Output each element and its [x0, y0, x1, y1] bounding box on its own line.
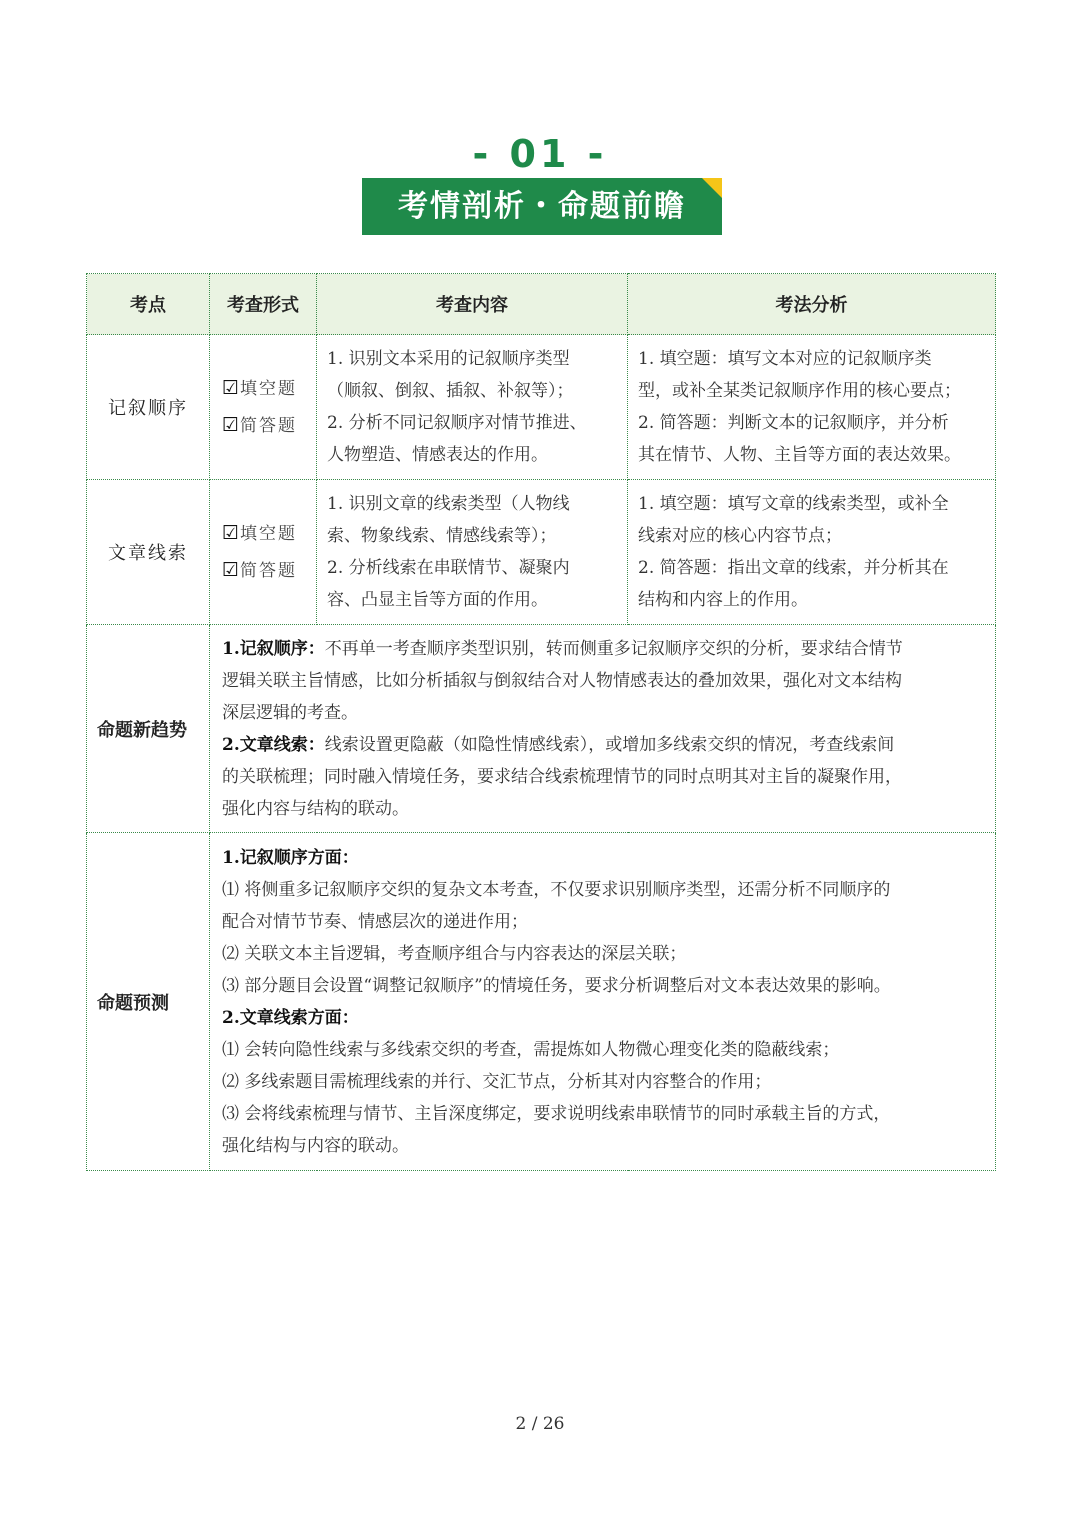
checkbox-checked-icon: ☑	[222, 522, 242, 544]
checkbox-checked-icon: ☑	[222, 414, 242, 436]
banner-corner-decoration	[702, 178, 722, 198]
row-analysis: 1. 填空题：填写文章的线索类型，或补全 线索对应的核心内容节点； 2. 简答题：指出文章的线索，并分析其在 结构和内容上的作用。	[628, 480, 996, 625]
header-form: 考查形式	[210, 274, 317, 335]
table-row	[87, 335, 996, 480]
row-forms: ☑填空题 ☑简答题	[210, 480, 317, 625]
prediction-label: 命题预测	[87, 833, 210, 1171]
page-number: 2 / 26	[515, 1414, 565, 1434]
header-analysis: 考法分析	[628, 274, 996, 335]
row-forms: ☑填空题 ☑简答题	[210, 335, 317, 480]
header-point: 考点	[87, 274, 210, 335]
section-number: - 01 -	[472, 132, 608, 176]
row-point: 记叙顺序	[87, 335, 210, 480]
exam-analysis-table	[86, 273, 996, 1171]
prediction-row	[87, 833, 996, 1171]
trend-content: 1.记叙顺序：不再单一考查顺序类型识别，转而侧重多记叙顺序交织的分析，要求结合情节 逻辑关联主旨情感，比如分析插叙与倒叙结合对人物情感表达的叠加效果，强化对文本结构 深层逻辑的考查。 2.文章线索：线索设置更隐蔽（如隐性情感线索），或增加多线索交织的情况，考查线索间 的关联梳理；同时融入情境任务，要求结合线索梳理情节的同时点明其对主旨的凝聚作用， 强化内容与结构的联动。	[210, 625, 996, 833]
row-point: 文章线索	[87, 480, 210, 625]
table-header-row	[87, 274, 996, 335]
section-title-banner: 考情剖析・命题前瞻	[362, 178, 722, 235]
trend-label: 命题新趋势	[87, 625, 210, 833]
header-content: 考查内容	[317, 274, 628, 335]
table-row	[87, 480, 996, 625]
row-content: 1. 识别文章的线索类型（人物线 索、物象线索、情感线索等）； 2. 分析线索在串联情节、凝聚内 容、凸显主旨等方面的作用。	[317, 480, 628, 625]
prediction-content: 1.记叙顺序方面： ⑴ 将侧重多记叙顺序交织的复杂文本考查，不仅要求识别顺序类型，还需分析不同顺序的 配合对情节节奏、情感层次的递进作用； ⑵ 关联文本主旨逻辑，考查顺序组合与内容表达的深层关联； ⑶ 部分题目会设置“调整记叙顺序”的情境任务，要求分析调整后对文本表达效果的影响。 2.文章线索方面： ⑴ 会转向隐性线索与多线索交织的考查，需提炼如人物微心理变化类的隐蔽线索； ⑵ 多线索题目需梳理线索的并行、交汇节点，分析其对内容整合的作用； ⑶ 会将线索梳理与情节、主旨深度绑定，要求说明线索串联情节的同时承载主旨的方式， 强化结构与内容的联动。	[210, 833, 996, 1171]
row-analysis: 1. 填空题：填写文本对应的记叙顺序类 型，或补全某类记叙顺序作用的核心要点； 2. 简答题：判断文本的记叙顺序，并分析 其在情节、人物、主旨等方面的表达效果。	[628, 335, 996, 480]
trend-row	[87, 625, 996, 833]
checkbox-checked-icon: ☑	[222, 377, 242, 399]
checkbox-checked-icon: ☑	[222, 559, 242, 581]
row-content: 1. 识别文本采用的记叙顺序类型 （顺叙、倒叙、插叙、补叙等）； 2. 分析不同记叙顺序对情节推进、 人物塑造、情感表达的作用。	[317, 335, 628, 480]
